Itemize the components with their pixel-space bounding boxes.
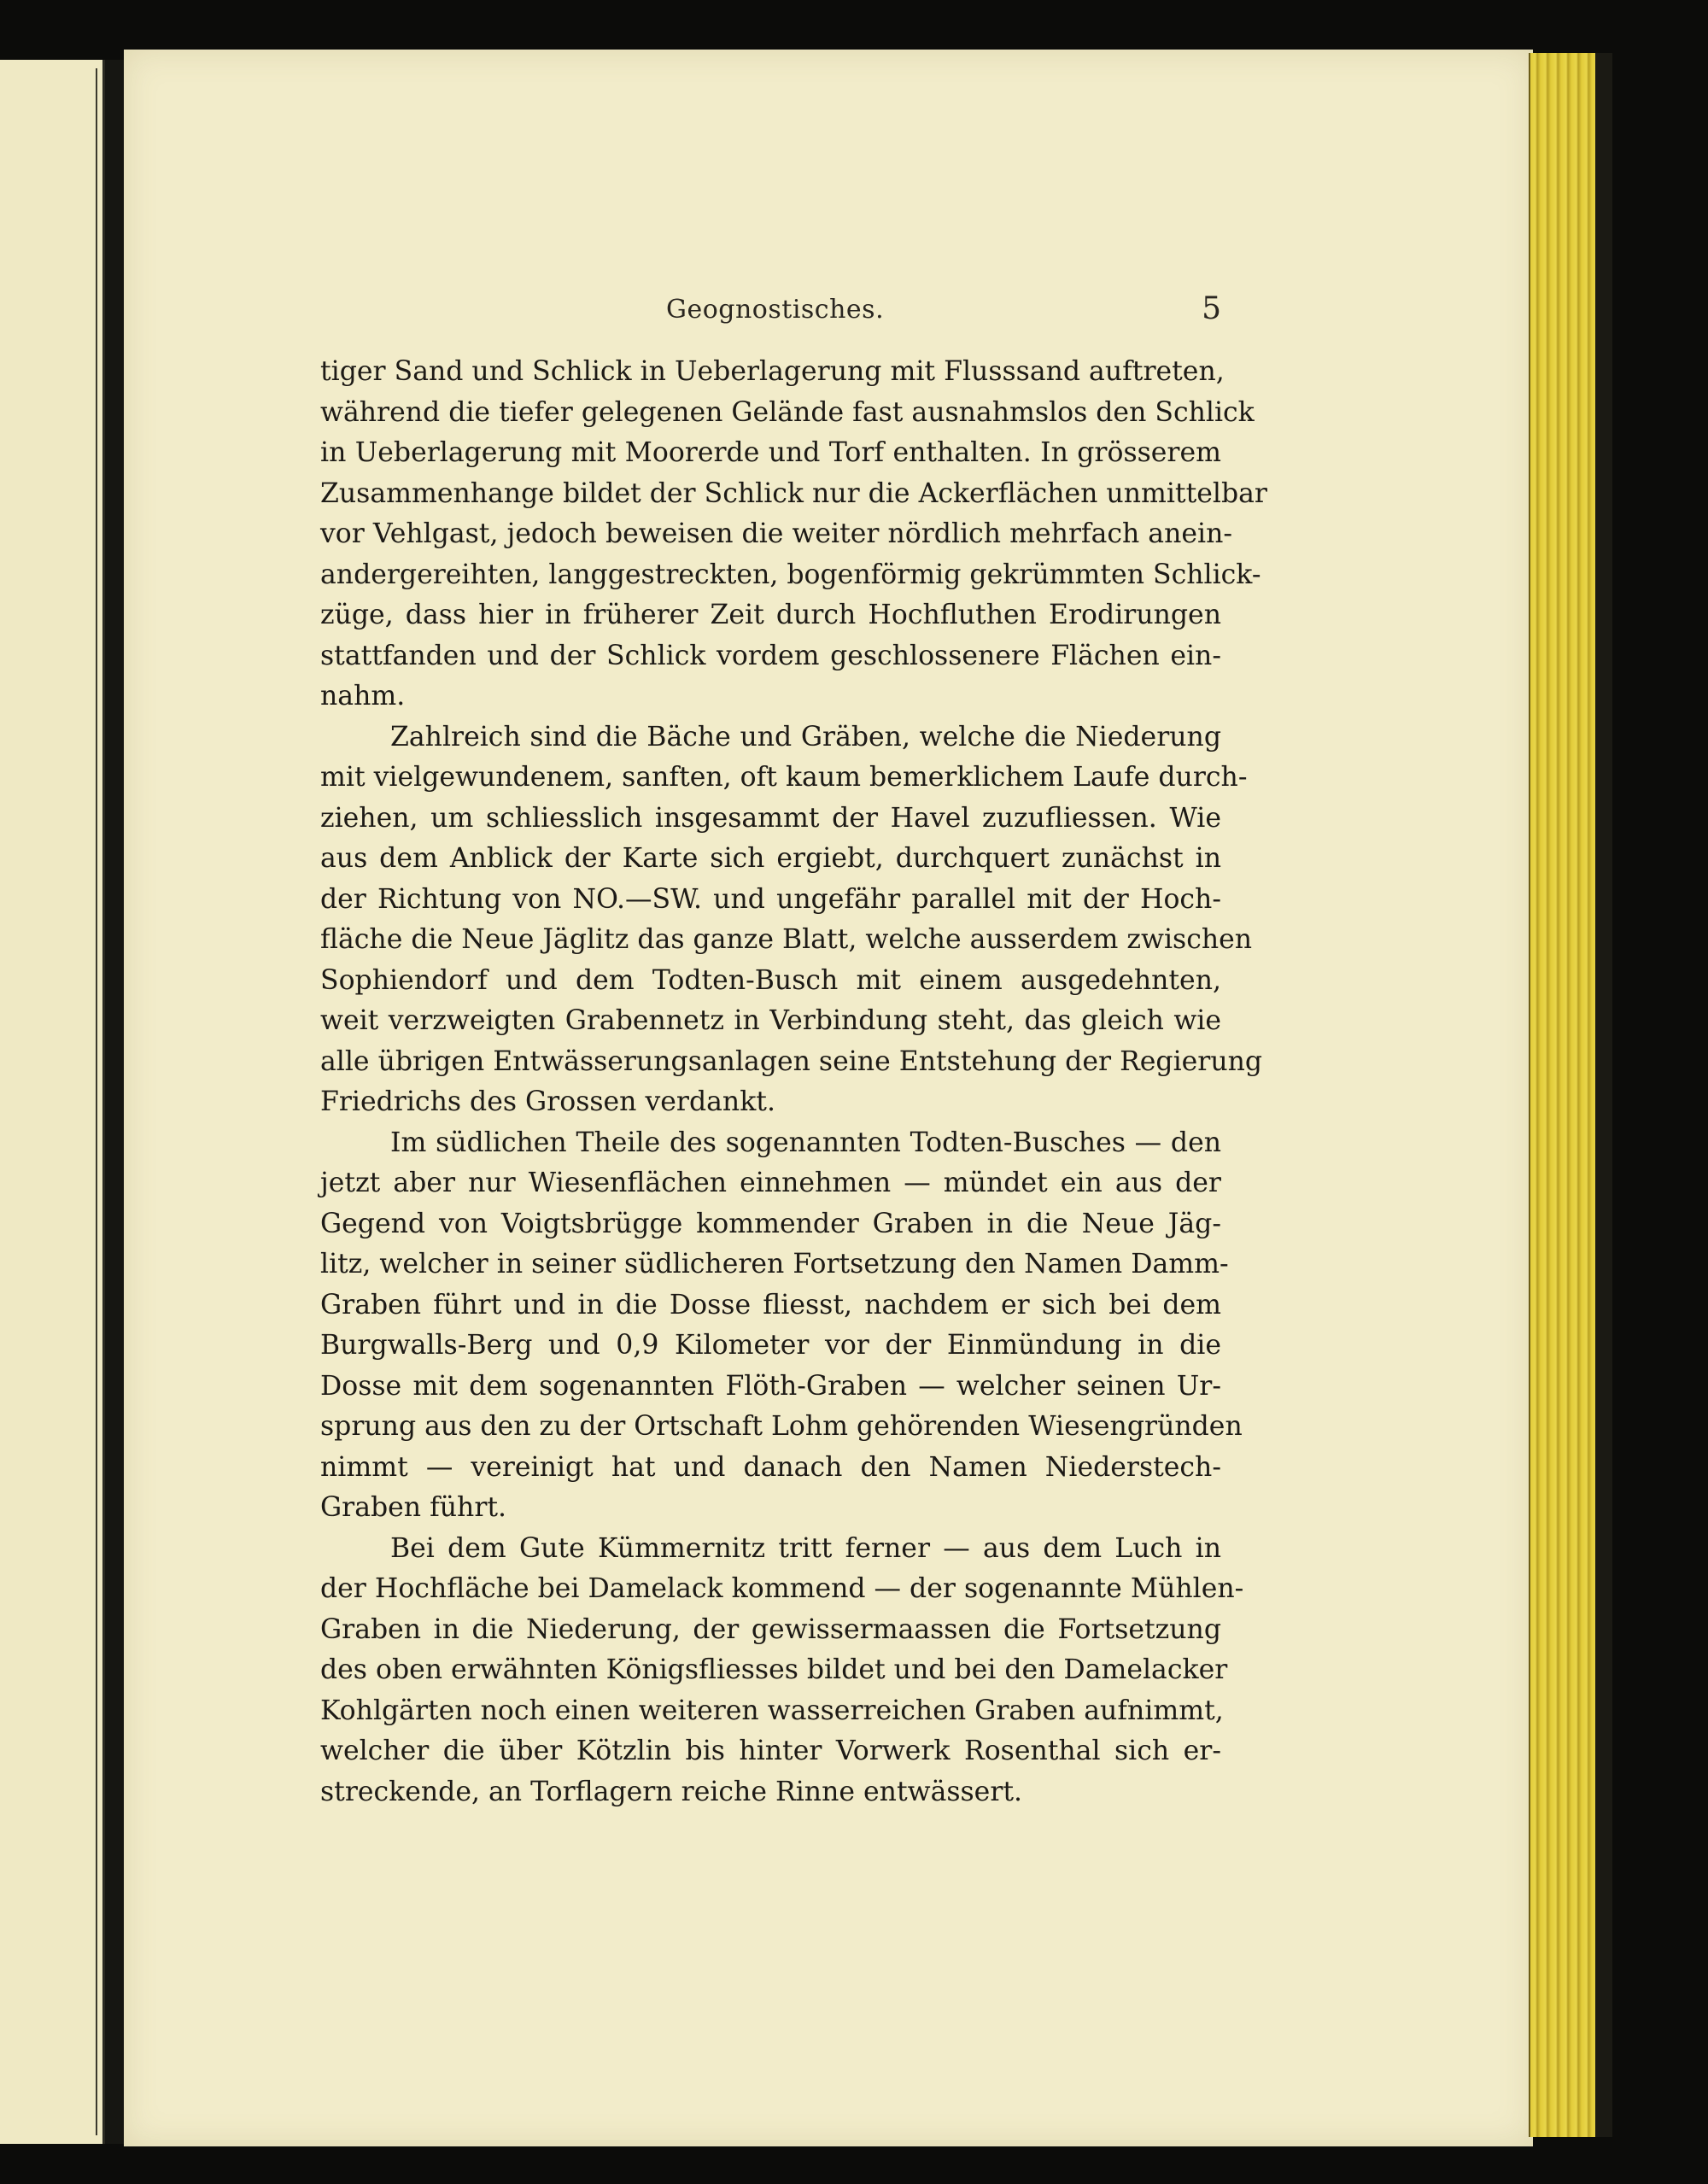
text-line: Zahlreich sind die Bäche und Gräben, welche die Niederung bbox=[390, 721, 1221, 752]
body-text bbox=[320, 352, 1267, 1812]
text-line: Sophiendorf und dem Todten-Busch mit einem ausgedehnten, bbox=[320, 964, 1221, 996]
text-line: Friedrichs des Grossen verdankt. bbox=[320, 1086, 775, 1117]
text-line: nahm. bbox=[320, 681, 406, 711]
text-line: Graben führt. bbox=[320, 1492, 507, 1523]
text-line: Gegend von Voigtsbrügge kommender Graben in die Neue Jäg- bbox=[320, 1208, 1221, 1239]
text-line: nimmt — vereinigt hat und danach den Namen Niederstech- bbox=[320, 1451, 1221, 1483]
text-line: vor Vehlgast, jedoch beweisen die weiter nördlich mehrfach anein- bbox=[320, 518, 1233, 549]
text-line: Burgwalls-Berg und 0,9 Kilometer vor der Einmündung in die bbox=[320, 1330, 1221, 1361]
gilt-page-edges bbox=[1529, 53, 1597, 2137]
text-line: alle übrigen Entwässerungsanlagen seine Entstehung der Regierung bbox=[320, 1045, 1263, 1077]
text-line: streckende, an Torflagern reiche Rinne entwässert. bbox=[320, 1776, 1023, 1807]
page-number: 5 bbox=[1202, 291, 1221, 326]
text-line: Bei dem Gute Kümmernitz tritt ferner — aus dem Luch in bbox=[390, 1532, 1221, 1564]
book-gutter bbox=[105, 60, 124, 2144]
text-line: welcher die über Kötzlin bis hinter Vorwerk Rosenthal sich er- bbox=[320, 1736, 1221, 1766]
left-page bbox=[0, 60, 105, 2144]
text-line: ziehen, um schliesslich insgesammt der Havel zuzufliessen. Wie bbox=[320, 802, 1221, 834]
text-line: litz, welcher in seiner südlicheren Fortsetzung den Namen Damm- bbox=[320, 1249, 1229, 1279]
text-line: mit vielgewundenem, sanften, oft kaum bemerklichem Laufe durch- bbox=[320, 762, 1248, 793]
text-line: Im südlichen Theile des sogenannten Todten-Busches — den bbox=[390, 1127, 1221, 1158]
text-line: tiger Sand und Schlick in Ueberlagerung mit Flusssand auftreten, bbox=[320, 356, 1225, 387]
text-line: Graben führt und in die Dosse fliesst, nachdem er sich bei dem bbox=[320, 1289, 1221, 1320]
text-line: Zusammenhange bildet der Schlick nur die Ackerflächen unmittelbar bbox=[320, 477, 1267, 509]
page-header bbox=[666, 291, 1221, 337]
text-line: Graben in die Niederung, der gewissermaassen die Fortsetzung bbox=[320, 1613, 1221, 1645]
running-title: Geognostisches. bbox=[666, 295, 885, 325]
book-cover-edge bbox=[1595, 53, 1612, 2137]
text-line: aus dem Anblick der Karte sich ergiebt, durchquert zunächst in bbox=[320, 843, 1221, 874]
left-page-edge bbox=[96, 68, 97, 2135]
text-line: Dosse mit dem sogenannten Flöth-Graben — welcher seinen Ur- bbox=[320, 1370, 1221, 1402]
text-line: in Ueberlagerung mit Moorerde und Torf enthalten. In grösserem bbox=[320, 437, 1221, 468]
text-line: während die tiefer gelegenen Gelände fast ausnahmslos den Schlick bbox=[320, 396, 1255, 428]
text-line: fläche die Neue Jäglitz das ganze Blatt, welche ausserdem zwischen bbox=[320, 924, 1253, 955]
text-line: stattfanden und der Schlick vordem geschlossenere Flächen ein- bbox=[320, 640, 1221, 671]
text-line: Kohlgärten noch einen weiteren wasserreichen Graben aufnimmt, bbox=[320, 1695, 1224, 1726]
text-line: des oben erwähnten Königsfliesses bildet und bei den Damelacker bbox=[320, 1654, 1228, 1685]
text-line: weit verzweigten Grabennetz in Verbindung steht, das gleich wie bbox=[320, 1005, 1221, 1036]
text-line: züge, dass hier in früherer Zeit durch Hochfluthen Erodirungen bbox=[320, 600, 1221, 630]
text-line: der Hochfläche bei Damelack kommend — der sogenannte Mühlen- bbox=[320, 1573, 1244, 1604]
text-line: sprung aus den zu der Ortschaft Lohm gehörenden Wiesengründen bbox=[320, 1411, 1243, 1442]
text-line: jetzt aber nur Wiesenflächen einnehmen — mündet ein aus der bbox=[320, 1168, 1221, 1198]
text-line: andergereihten, langgestreckten, bogenförmig gekrümmten Schlick- bbox=[320, 559, 1261, 590]
text-line: der Richtung von NO.—SW. und ungefähr parallel mit der Hoch- bbox=[320, 883, 1221, 915]
